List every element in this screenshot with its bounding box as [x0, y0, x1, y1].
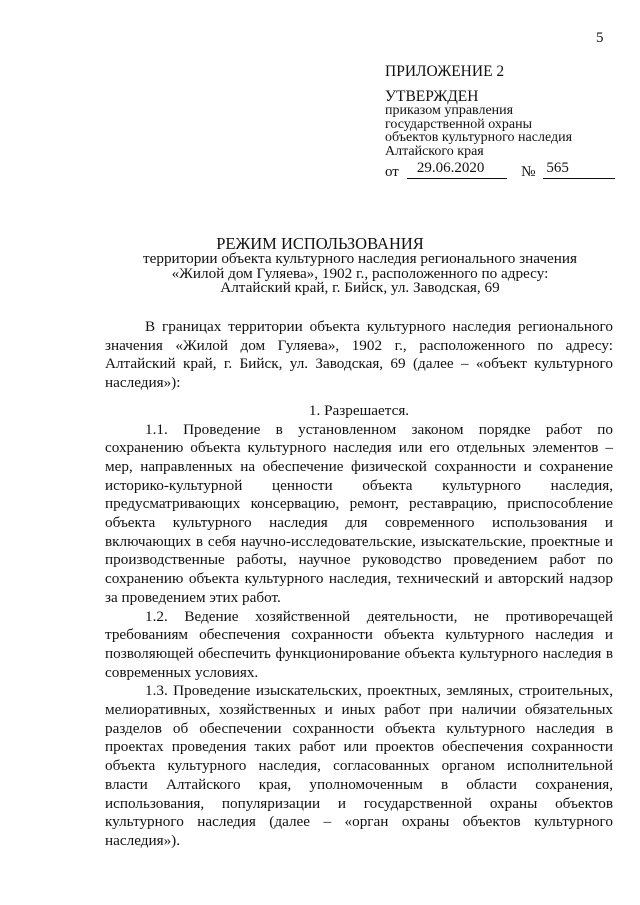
approval-line: объектов культурного наследия: [385, 130, 573, 146]
item-paragraph: 1.2. Ведение хозяйственной деятельности, не противоречащей требованиям обеспечения сохранности объекта культурного наследия и позволяющей обеспечить функционирование объекта культурного наследия в современных условиях.: [105, 607, 613, 681]
date-prefix: от: [385, 164, 399, 181]
approval-number: 565: [543, 161, 615, 179]
appendix-label: ПРИЛОЖЕНИЕ 2: [385, 63, 505, 80]
subtitle-line: территории объекта культурного наследия регионального значения: [142, 250, 578, 267]
page-number: 5: [596, 30, 604, 46]
approval-line: государственной охраны: [385, 116, 533, 132]
date-number-line: [385, 161, 615, 179]
approval-block: [385, 65, 615, 179]
item-paragraph: 1.3. Проведение изыскательских, проектных, земляных, строительных, мелиоративных, хозяйственных и иных работ при наличии обязательных разделов об обеспечении сохранности объекта культурного наследия в проектах проведения таких работ или проектов обеспечения сохранности объекта культурного наследия, согласованных органом исполнительной власти Алтайского края, уполномоченным в области сохранения, использования, популяризации и государственной охраны объектов культурного наследия (далее – «орган охраны объектов культурного наследия»).: [105, 682, 613, 849]
approved-label: УТВЕРЖДЕН: [385, 88, 479, 105]
subtitle-line: Алтайский край, г. Бийск, ул. Заводская, 69: [220, 279, 500, 296]
section-heading: 1. Разрешается.: [308, 401, 410, 419]
intro-paragraph: В границах территории объекта культурного наследия регионального значения «Жилой дом Гуляева», 1902 г., расположенного по адресу: Алтайский край, г. Бийск, ул. Заводская, 69 (далее – «объект культурного наследия»):: [105, 318, 613, 392]
document-body: [105, 318, 613, 851]
approval-line: Алтайского края: [385, 143, 484, 159]
subtitle-line: «Жилой дом Гуляева», 1902 г., расположенного по адресу:: [171, 264, 549, 282]
number-prefix: №: [521, 164, 536, 181]
approval-date: 29.06.2020: [407, 161, 507, 179]
approval-line: приказом управления: [385, 103, 514, 118]
document-subtitle: [105, 252, 615, 296]
item-paragraph: 1.1. Проведение в установленном законом порядке работ по сохранению объекта культурного наследия или его отдельных элементов – мер, направленных на обеспечение физической сохранности и сохранение историко-культурной ценности объекта культурного наследия, предусматривающих консервацию, ремонт, реставрацию, приспособление объекта культурного наследия для современного использования и включающих в себя научно-исследовательские, изыскательские, проектные и производственные работы, научное руководство проведением работ по сохранению объекта культурного наследия, технический и авторский надзор за проведением этих работ.: [105, 420, 613, 606]
document-title: РЕЖИМ ИСПОЛЬЗОВАНИЯ: [216, 234, 424, 253]
